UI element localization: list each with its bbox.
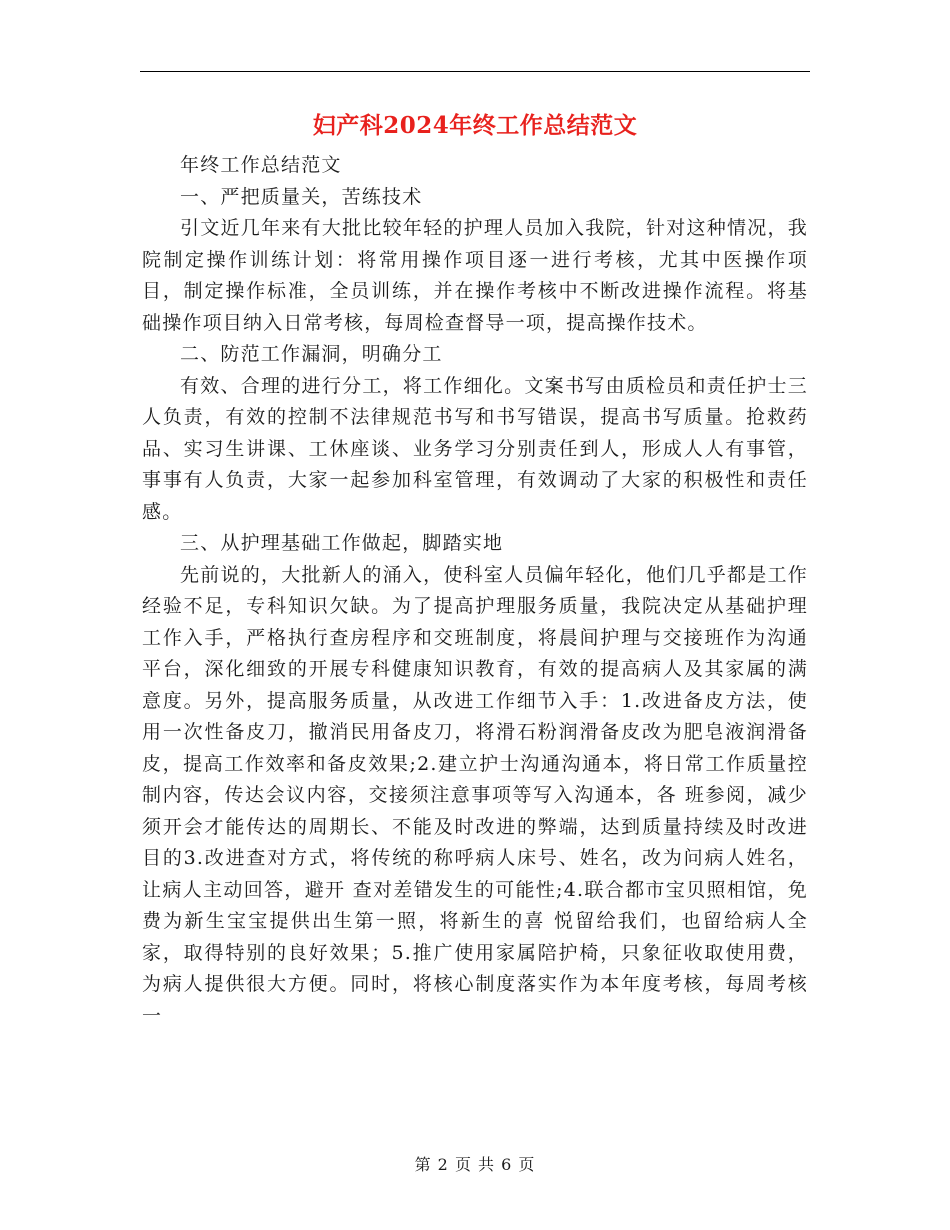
header-rule — [140, 71, 810, 72]
paragraph: 有效、合理的进行分工，将工作细化。文案书写由质检员和责任护士三人负责，有效的控制不法律规范书写和书写错误，提高书写质量。抢救药品、实习生讲课、工休座谈、业务学习分别责任到人，形成人人有事管，事事有人负责，大家一起参加科室管理，有效调动了大家的积极性和责任感。 — [142, 374, 808, 523]
document-title: 妇产科2024年终工作总结范文 — [312, 112, 638, 139]
paragraph: 先前说的，大批新人的涌入，使科室人员偏年轻化，他们几乎都是工作经验不足，专科知识欠缺。为了提高护理服务质量，我院决定从基础护理工作入手，严格执行查房程序和交班制度，将晨间护理与交接班作为沟通平台，深化细致的开展专科健康知识教育，有效的提高病人及其家属的满意度。另外，提高服务质量，从改进工作细节入手：1.改进备皮方法，使用一次性备皮刀，撤消民用备皮刀，将滑石粉润滑备皮改为肥皂液润滑备皮，提高工作效率和备皮效果;2.建立护士沟通沟通本，将日常工作质量控制内容，传达会议内容，交接须注意事项等写入沟通本，各 班参阅，减少须开会才能传达的周期长、不能及时改进的弊端，达到质量持续及时改进目的3.改进查对方式，将传统的称呼病人床号、姓名，改为问病人姓名，让病人主动回答，避开 查对差错发生的可能性;4.联合都市宝贝照相馆，免费为新生宝宝提供出生第一照，将新生的喜 悦留给我们，也留给病人全家，取得特别的良好效果；5.推广使用家属陪护椅，只象征收取使用费，为病人提供很大方便。同时，将核心制度落实作为本年度考核，每周考核一 — [142, 563, 808, 1027]
paragraph-subtitle: 年终工作总结范文 — [180, 154, 342, 176]
document-body — [142, 150, 808, 1032]
page-number-footer: 第 2 页 共 6 页 — [414, 1155, 536, 1174]
section-heading-1: 一、严把质量关，苦练技术 — [180, 185, 423, 208]
paragraph: 引文近几年来有大批比较年轻的护理人员加入我院，针对这种情况，我院制定操作训练计划：将常用操作项目逐一进行考核，尤其中医操作项目，制定操作标准，全员训练，并在操作考核中不断改进操作流程。将基础操作项目纳入日常考核，每周检查督导一项，提高操作技术。 — [142, 217, 808, 334]
section-heading-2: 二、防范工作漏洞，明确分工 — [180, 343, 443, 365]
section-heading-3: 三、从护理基础工作做起，脚踏实地 — [180, 532, 504, 554]
